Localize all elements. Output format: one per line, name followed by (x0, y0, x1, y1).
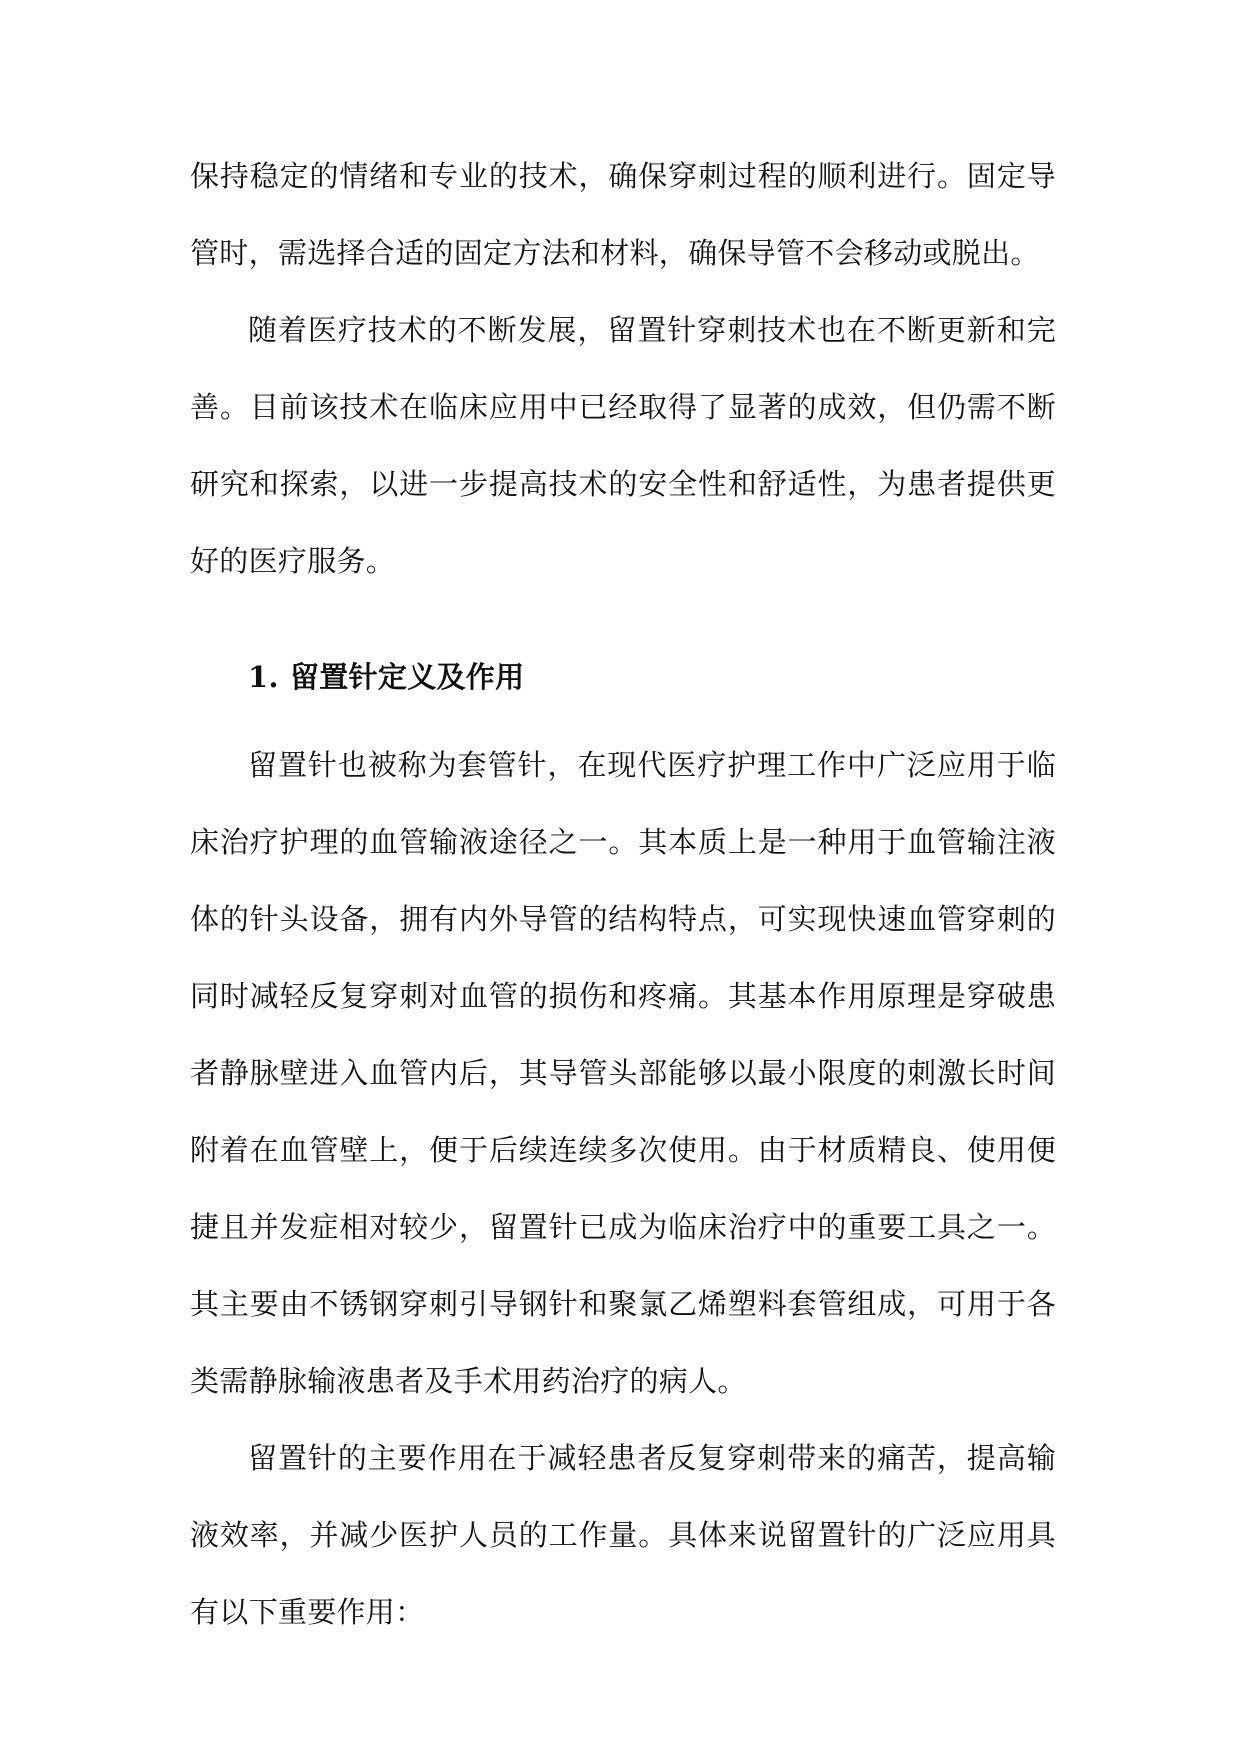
paragraph: 保持稳定的情绪和专业的技术，确保穿刺过程的顺利进行。固定导管时，需选择合适的固定方法和材料，确保导管不会移动或脱出。 (190, 159, 1056, 270)
paragraph: 随着医疗技术的不断发展，留置针穿刺技术也在不断更新和完善。目前该技术在临床应用中已经取得了显著的成效，但仍需不断研究和探索，以进一步提高技术的安全性和舒适性，为患者提供更好的医疗服务。 (190, 313, 1056, 578)
section-number: 1. (248, 660, 279, 694)
paragraph: 留置针也被称为套管针，在现代医疗护理工作中广泛应用于临床治疗护理的血管输液途径之一。其本质上是一种用于血管输注液体的针头设备，拥有内外导管的结构特点，可实现快速血管穿刺的同时减轻反复穿刺对血管的损伤和疼痛。其基本作用原理是穿破患者静脉壁进入血管内后，其导管头部能够以最小限度的刺激长时间附着在血管壁上，便于后续连续多次使用。由于材质精良、使用便捷且并发症相对较少，留置针已成为临床治疗中的重要工具之一。其主要由不锈钢穿刺引导钢针和聚氯乙烯塑料套管组成，可用于各类需静脉输液患者及手术用药治疗的病人。 (190, 748, 1056, 1398)
document-body (190, 138, 1056, 1651)
paragraph: 留置针的主要作用在于减轻患者反复穿刺带来的痛苦，提高输液效率，并减少医护人员的工作量。具体来说留置针的广泛应用具有以下重要作用： (190, 1441, 1056, 1629)
section-heading (190, 627, 1056, 727)
section-title: 留置针定义及作用 (290, 660, 525, 694)
